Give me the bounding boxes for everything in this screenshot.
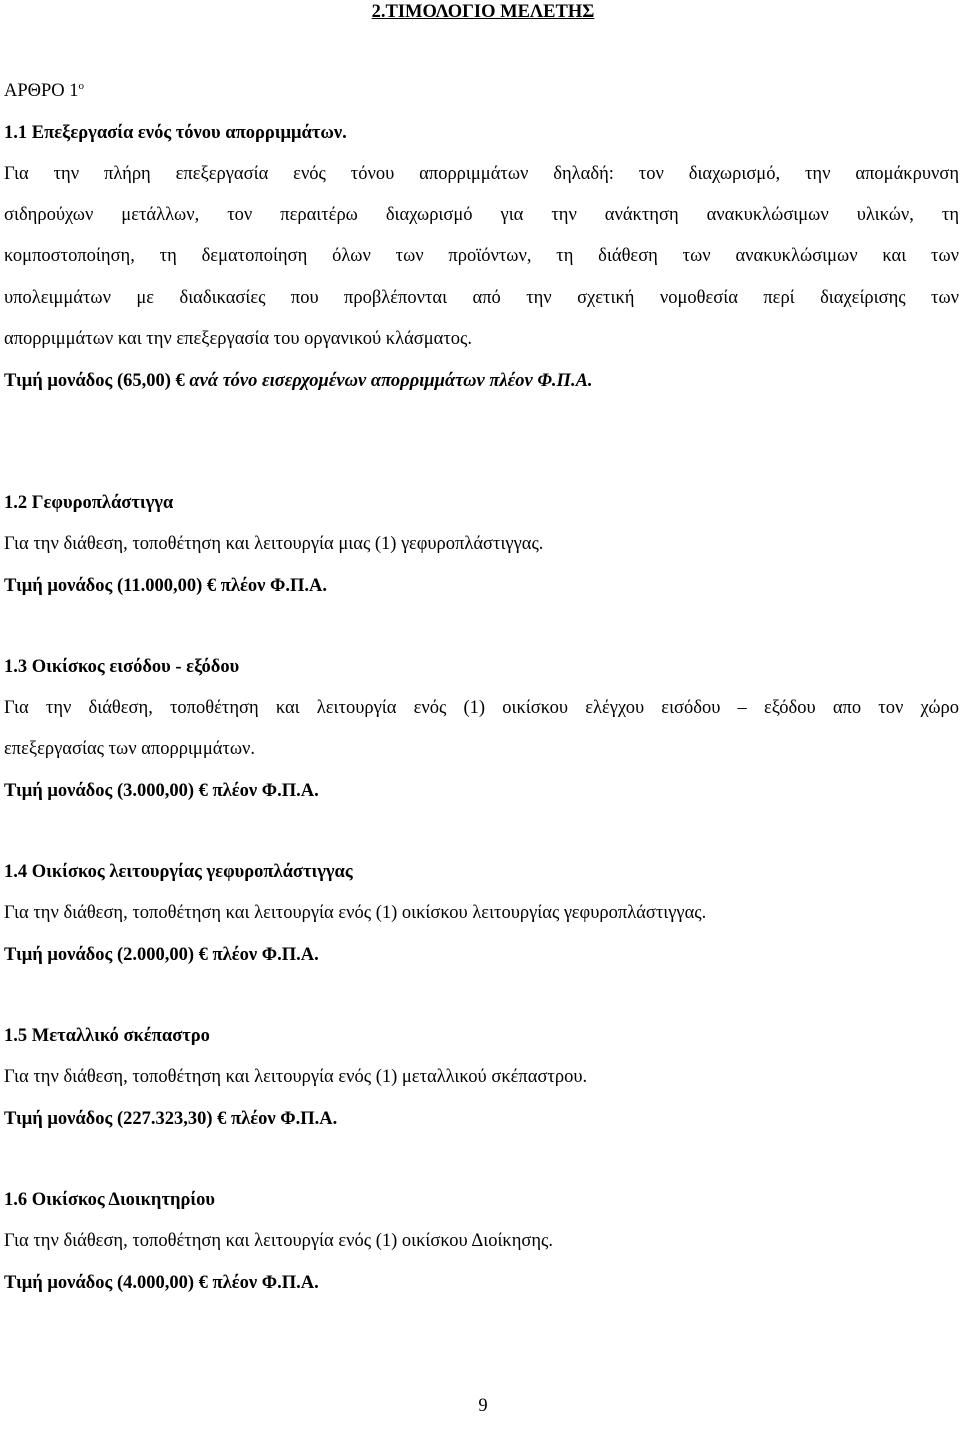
section-1-1-body-line-3	[4, 245, 959, 267]
section-1-6-heading: 1.6 Οικίσκος Διοικητηρίου	[4, 1190, 215, 1210]
body-text: Για την διάθεση, τοποθέτηση και λειτουργία ενός (1) οικίσκου ελέγχου εισόδου – εξόδου απο τον χώρο	[4, 698, 959, 718]
article-label-text: ΑΡΘΡΟ 1	[4, 81, 79, 101]
body-text: Για την πλήρη επεξεργασία ενός τόνου απορριμμάτων δηλαδή: τον διαχωρισμό, την απομάκρυνση	[4, 164, 959, 184]
section-1-4-body-line-1: Για την διάθεση, τοποθέτηση και λειτουργία ενός (1) οικίσκου λειτουργίας γεφυροπλάστιγγας.	[4, 903, 707, 923]
price-prefix: Τιμή μονάδος (65,00) €	[4, 371, 185, 391]
body-text: κομποστοποίηση, τη δεματοποίηση όλων των προϊόντων, τη διάθεση των ανακυκλώσιμων και των	[4, 246, 959, 266]
section-1-6-price: Τιμή μονάδος (4.000,00) € πλέον Φ.Π.Α.	[4, 1273, 319, 1293]
price-suffix: ανά τόνο εισερχομένων απορριμμάτων πλέον Φ.Π.Α.	[189, 371, 593, 391]
body-text: υπολειμμάτων με διαδικασίες που προβλέπονται από την σχετική νομοθεσία περί διαχείρισης των	[4, 288, 959, 308]
section-1-1-body-line-4	[4, 287, 959, 309]
section-1-3-heading: 1.3 Οικίσκος εισόδου - εξόδου	[4, 657, 240, 677]
section-1-3-body-line-2: επεξεργασίας των απορριμμάτων.	[4, 739, 256, 759]
article-superscript: ο	[78, 80, 85, 92]
section-1-1-body-line-2	[4, 204, 959, 226]
section-1-6-body-line-1: Για την διάθεση, τοποθέτηση και λειτουργία ενός (1) οικίσκου Διοίκησης.	[4, 1231, 554, 1251]
section-1-5-price: Τιμή μονάδος (227.323,30) € πλέον Φ.Π.Α.	[4, 1109, 338, 1129]
section-1-1-price	[4, 370, 593, 392]
page-number: 9	[478, 1396, 488, 1416]
section-1-3-body-line-1	[4, 697, 959, 719]
section-1-4-price: Τιμή μονάδος (2.000,00) € πλέον Φ.Π.Α.	[4, 945, 319, 965]
section-1-4-heading: 1.4 Οικίσκος λειτουργίας γεφυροπλάστιγγας	[4, 862, 353, 882]
article-label	[4, 80, 84, 102]
section-1-5-body-line-1: Για την διάθεση, τοποθέτηση και λειτουργία ενός (1) μεταλλικού σκέπαστρου.	[4, 1067, 588, 1087]
section-1-1-heading: 1.1 Επεξεργασία ενός τόνου απορριμμάτων.	[4, 123, 347, 143]
document-title: 2.ΤΙΜΟΛΟΓΙΟ ΜΕΛΕΤΗΣ	[371, 2, 595, 22]
section-1-2-heading: 1.2 Γεφυροπλάστιγγα	[4, 493, 174, 513]
section-1-3-price: Τιμή μονάδος (3.000,00) € πλέον Φ.Π.Α.	[4, 781, 319, 801]
section-1-2-body-line-1: Για την διάθεση, τοποθέτηση και λειτουργία μιας (1) γεφυροπλάστιγγας.	[4, 534, 544, 554]
section-1-2-price: Τιμή μονάδος (11.000,00) € πλέον Φ.Π.Α.	[4, 576, 328, 596]
section-1-1-body-line-5: απορριμμάτων και την επεξεργασία του οργανικού κλάσματος.	[4, 329, 472, 349]
section-1-5-heading: 1.5 Μεταλλικό σκέπαστρο	[4, 1026, 210, 1046]
section-1-1-body-line-1	[4, 163, 959, 185]
body-text: σιδηρούχων μετάλλων, τον περαιτέρω διαχωρισμό για την ανάκτηση ανακυκλώσιμων υλικών, τη	[4, 205, 959, 225]
